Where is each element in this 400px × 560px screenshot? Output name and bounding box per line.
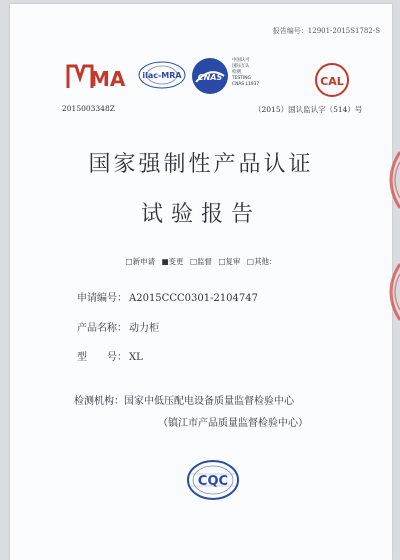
application-number-field bbox=[77, 289, 258, 304]
cma-logo-icon bbox=[66, 62, 126, 91]
testing-org-name: 国家中低压配电设备质量监督检验中心 bbox=[124, 396, 294, 407]
cnas-caption bbox=[232, 58, 268, 88]
cqc-logo-icon bbox=[186, 459, 240, 501]
cnas-caption-line: 国际互认 bbox=[232, 64, 250, 69]
report-number: 报告编号：12901-2015S1782-S bbox=[272, 27, 380, 35]
report-page bbox=[10, 4, 392, 560]
testing-organization bbox=[74, 392, 294, 407]
red-seal-stamp-icon bbox=[378, 262, 400, 322]
field-value: A2015CCC0301-2104747 bbox=[129, 293, 258, 304]
cal-logo-icon bbox=[314, 62, 350, 98]
cnas-caption-line: 中国认可 bbox=[232, 58, 250, 63]
cqc-logo-text: CQC bbox=[197, 474, 229, 489]
testing-org-label: 检测机构： bbox=[74, 396, 124, 407]
cal-logo-text: CAL bbox=[320, 75, 344, 88]
field-label: 型 号： bbox=[77, 352, 127, 363]
cma-certificate-number: 2015003348Z bbox=[62, 104, 115, 113]
cnas-logo-text: CNAS bbox=[197, 73, 223, 82]
ilac-logo-text: ilac-MRA bbox=[142, 71, 182, 80]
test-type-supervision: □监督 bbox=[189, 257, 213, 266]
cnas-caption-line: CNAS L1937 bbox=[232, 82, 260, 87]
testing-organization-sub: （镇江市产品质量监督检验中心） bbox=[158, 418, 308, 429]
field-value: XL bbox=[129, 352, 143, 363]
cnas-caption-line: TESTING bbox=[232, 76, 251, 81]
product-name-field bbox=[77, 319, 159, 334]
field-label: 申请编号： bbox=[77, 293, 127, 304]
red-seal-stamp-icon bbox=[378, 150, 400, 210]
accreditation-logos bbox=[60, 56, 350, 96]
document-title: 国家强制性产品认证 bbox=[88, 152, 314, 177]
cal-certificate-number: （2015）国认监认字（514）号 bbox=[254, 105, 363, 114]
test-type-options bbox=[10, 256, 392, 267]
cnas-caption-line: 检测 bbox=[232, 70, 241, 75]
ilac-mra-logo-icon bbox=[138, 60, 186, 90]
field-value: 动力柜 bbox=[129, 323, 159, 334]
document-subtitle: 试验报告 bbox=[140, 202, 261, 227]
test-type-review: □复审 bbox=[218, 257, 241, 266]
test-type-other: □其他： bbox=[246, 257, 277, 266]
cnas-logo-icon bbox=[190, 56, 230, 96]
test-type-new: □新申请 bbox=[125, 257, 156, 266]
field-label: 产品名称： bbox=[77, 323, 127, 334]
test-type-change: ■变更 bbox=[161, 257, 184, 266]
cma-logo-text: MA bbox=[90, 67, 126, 91]
model-field bbox=[77, 348, 143, 363]
